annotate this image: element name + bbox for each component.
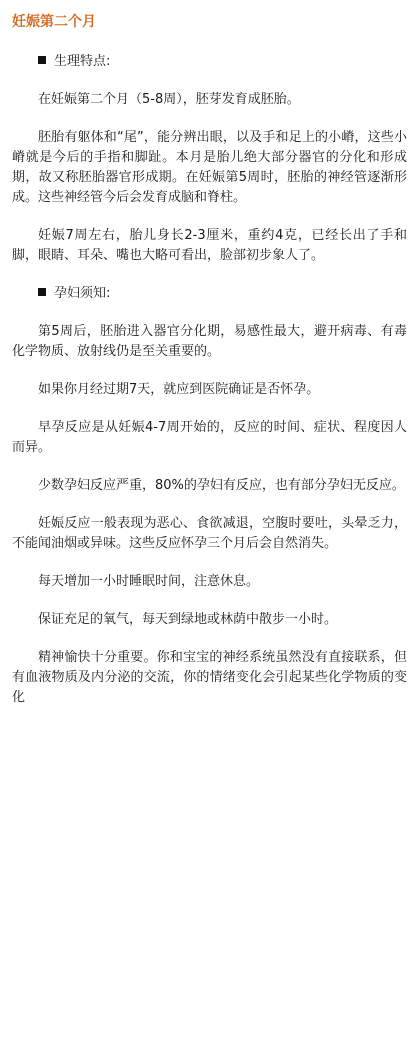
paragraph: 胚胎有躯体和“尾”，能分辨出眼，以及手和足上的小嵴，这些小嵴就是今后的手指和脚趾。本月是胎儿绝大部分器官的分化和形成期，故又称胚胎器官形成期。在妊娠第5周时，胚胎的神经管逐渐形成。这些神经管今后会发育成脑和脊柱。	[12, 130, 407, 205]
paragraph: 保证充足的氧气，每天到绿地或林荫中散步一小时。	[38, 612, 338, 627]
paragraph: 妊娠7周左右，胎儿身长2-3厘米，重约4克，已经长出了手和脚，眼睛、耳朵、嘴也大略可看出，脸部初步象人了。	[12, 228, 407, 263]
page-title: 妊娠第二个月	[12, 14, 96, 30]
paragraph: 精神愉快十分重要。你和宝宝的神经系统虽然没有直接联系，但有血液物质及内分泌的交流，你的情绪变化会引起某些化学物质的变化	[12, 650, 407, 705]
black-square-icon	[38, 56, 46, 64]
article-body	[12, 52, 407, 720]
paragraph: 在妊娠第二个月（5-8周），胚芽发育成胚胎。	[38, 92, 300, 107]
paragraph: 少数孕妇反应严重，80%的孕妇有反应，也有部分孕妇无反应。	[38, 478, 405, 493]
section-heading-label: 生理特点:	[54, 54, 111, 69]
black-square-icon	[38, 288, 46, 296]
blank-area	[0, 720, 416, 1048]
paragraph: 妊娠反应一般表现为恶心、食欲减退，空腹时要吐，头晕乏力，不能闻油烟或异味。这些反应怀孕三个月后会自然消失。	[12, 516, 407, 551]
section-heading-label: 孕妇须知:	[54, 286, 111, 301]
section-heading-physiology	[12, 52, 407, 72]
section-heading-pregnancy-notes	[12, 284, 407, 304]
paragraph: 第5周后，胚胎进入器官分化期，易感性最大，避开病毒、有毒化学物质、放射线仍是至关重要的。	[12, 324, 407, 359]
paragraph: 如果你月经过期7天，就应到医院确证是否怀孕。	[38, 382, 320, 397]
paragraph: 每天增加一小时睡眠时间，注意休息。	[38, 574, 260, 589]
paragraph: 早孕反应是从妊娠4-7周开始的，反应的时间、症状、程度因人而异。	[12, 420, 407, 455]
